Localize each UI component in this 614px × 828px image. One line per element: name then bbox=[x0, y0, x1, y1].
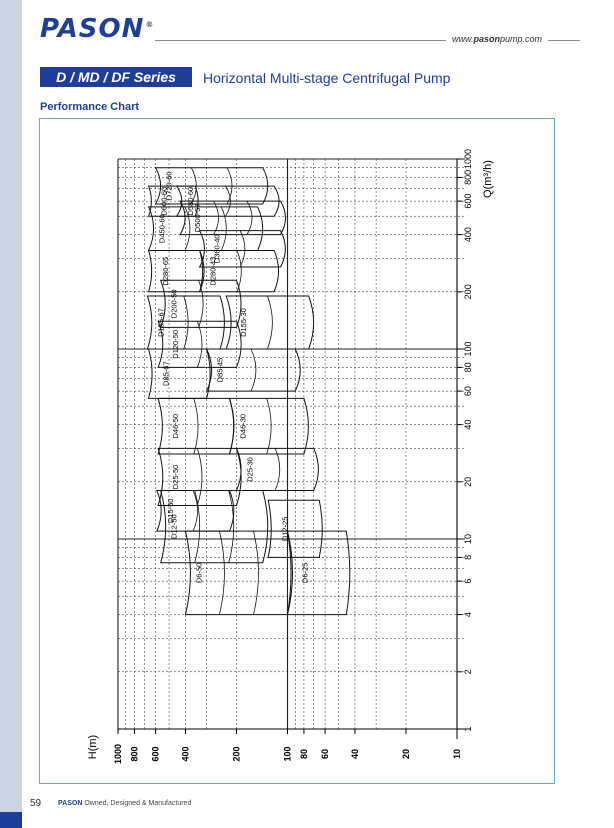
pump-stage-curve bbox=[197, 321, 202, 367]
pump-model-label: D720-60 bbox=[164, 171, 174, 201]
tick-label-q: 6 bbox=[463, 578, 473, 584]
website-url[interactable]: www.pasonpump.com bbox=[446, 34, 548, 44]
pump-model-label: D46-50 bbox=[171, 413, 181, 439]
pump-model-label: D12-50 bbox=[169, 514, 179, 539]
tick-label-q: 80 bbox=[463, 362, 473, 373]
pump-model-label: D600-60 bbox=[159, 186, 169, 216]
pump-model-label: D15-50 bbox=[165, 498, 175, 524]
pump-stage-curve bbox=[184, 296, 188, 349]
pump-stage-curve bbox=[251, 349, 256, 391]
performance-chart bbox=[40, 119, 554, 783]
tick-label-q: 200 bbox=[463, 284, 473, 300]
pump-model-label: D280-43 bbox=[208, 256, 218, 286]
pump-stage-curve bbox=[219, 531, 224, 614]
pump-model-label: D85-67 bbox=[161, 361, 171, 386]
tick-label-q: 60 bbox=[463, 386, 473, 397]
tick-label-h: 20 bbox=[400, 748, 411, 760]
tick-label-h: 80 bbox=[298, 748, 309, 760]
pump-stage-curve bbox=[221, 207, 226, 251]
brand-logo: PASON® bbox=[40, 14, 155, 44]
pump-stage-curve bbox=[253, 531, 258, 614]
tick-label-q: 600 bbox=[463, 193, 473, 209]
y-axis-title: H(m) bbox=[87, 734, 99, 760]
tick-label-h: 200 bbox=[231, 746, 242, 762]
pump-stage-curve bbox=[267, 296, 272, 349]
section-heading: Performance Chart bbox=[40, 101, 140, 113]
pump-model-label: D450-60 bbox=[157, 214, 167, 244]
left-decor-strip bbox=[0, 0, 22, 828]
tick-label-q: 20 bbox=[463, 476, 473, 487]
pump-stage-curve bbox=[214, 201, 219, 234]
tick-label-q: 2 bbox=[463, 669, 473, 675]
tick-label-q: 10 bbox=[463, 533, 473, 545]
tick-label-q: 400 bbox=[463, 227, 473, 243]
registered-mark: ® bbox=[145, 20, 155, 30]
tick-label-h: 40 bbox=[349, 748, 360, 760]
tick-label-q: 1000 bbox=[463, 148, 473, 170]
pump-stage-curve bbox=[197, 448, 202, 505]
tick-label-h: 100 bbox=[282, 746, 293, 762]
tick-label-q: 8 bbox=[463, 554, 473, 560]
pump-stage-curve bbox=[247, 201, 252, 234]
page-number: 59 bbox=[30, 798, 42, 809]
tick-label-h: 1000 bbox=[113, 743, 123, 765]
tick-label-h: 600 bbox=[150, 746, 161, 762]
pump-model-label: D580-60 bbox=[185, 186, 195, 216]
left-decor-strip-accent bbox=[0, 812, 22, 828]
pump-model-label: D360-40 bbox=[212, 234, 222, 264]
pump-model-label: D500-57 bbox=[193, 203, 203, 233]
pump-stage-curve bbox=[237, 250, 241, 291]
pump-model-label: D85-45 bbox=[215, 357, 225, 383]
pump-model-label: D155-30 bbox=[239, 308, 249, 337]
pump-model-label: D6-50 bbox=[194, 562, 204, 584]
page-title: Horizontal Multi-stage Centrifugal Pump bbox=[203, 70, 451, 86]
pump-region bbox=[288, 531, 350, 614]
tick-label-q: 4 bbox=[463, 612, 473, 618]
tick-label-q: 800 bbox=[463, 169, 473, 185]
pump-stage-curve bbox=[267, 398, 271, 454]
series-label: D / MD / DF Series bbox=[40, 67, 192, 87]
pump-model-label: D6-25 bbox=[300, 562, 310, 584]
pump-model-label: D12-25 bbox=[280, 516, 290, 542]
pump-region bbox=[149, 250, 203, 291]
pump-model-label: D280-65 bbox=[160, 256, 170, 286]
pump-model-label: D25-50 bbox=[171, 464, 181, 490]
pump-stage-curve bbox=[194, 398, 198, 454]
chart-grid bbox=[118, 159, 465, 729]
tick-label-h: 800 bbox=[129, 746, 140, 762]
pump-model-label: D46-30 bbox=[238, 413, 248, 439]
tick-label-q: 40 bbox=[463, 419, 473, 430]
pump-stage-curve bbox=[240, 231, 245, 267]
pump-model-label: D25-30 bbox=[245, 457, 255, 482]
tick-label-h: 400 bbox=[180, 746, 191, 762]
pump-model-label: D200-50 bbox=[169, 289, 179, 319]
x-axis-title: Q(m³/h) bbox=[482, 160, 494, 198]
tick-label-h: 10 bbox=[452, 748, 462, 760]
footer-tagline: PASON Owned, Designed & Manufactured bbox=[58, 800, 192, 807]
pump-model-label: D155-67 bbox=[156, 308, 166, 337]
tick-label-h: 60 bbox=[320, 748, 331, 760]
pump-stage-curve bbox=[193, 490, 197, 531]
tick-label-q: 1 bbox=[463, 726, 473, 732]
pump-model-label: D120-50 bbox=[171, 329, 181, 359]
pump-stage-curve bbox=[275, 448, 280, 490]
tick-label-q: 100 bbox=[463, 341, 473, 357]
